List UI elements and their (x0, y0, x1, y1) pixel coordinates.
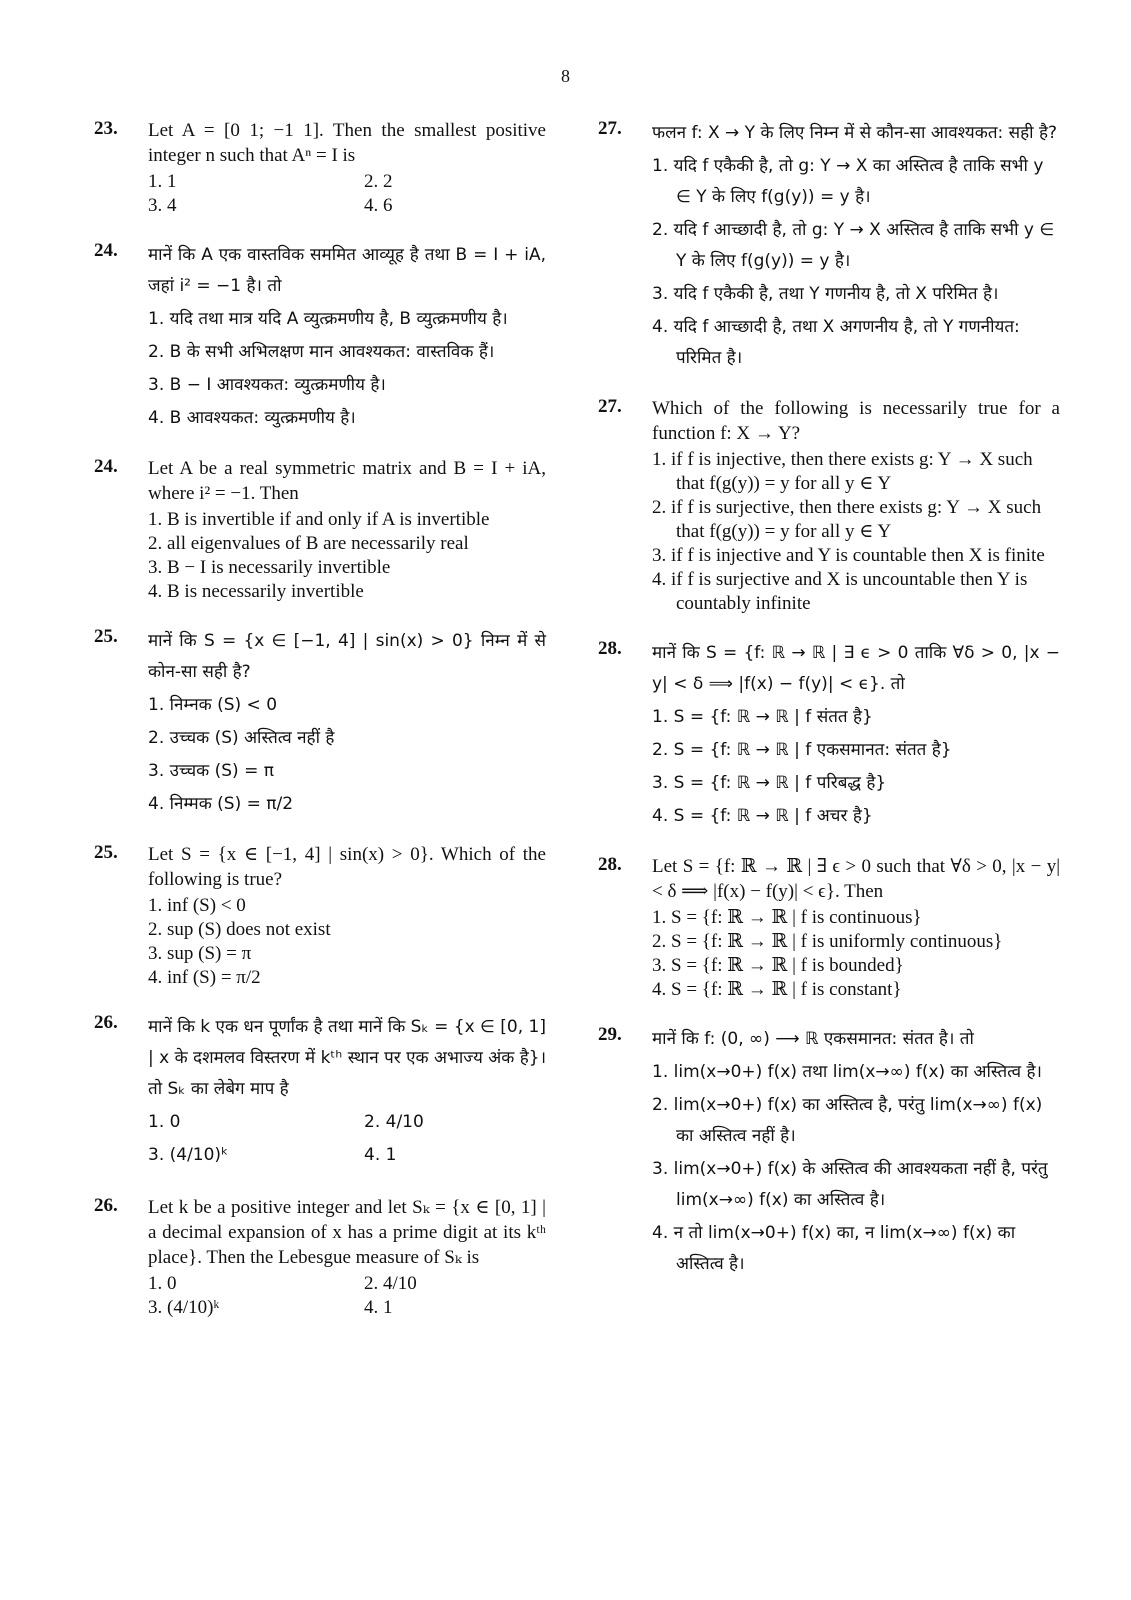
question-number: 27. (598, 396, 622, 417)
question-29-hi (598, 1024, 1060, 1280)
question-stem: Let S = {f: ℝ → ℝ | ∃ ϵ > 0 such that ∀δ > 0, |x − y| < δ ⟹ |f(x) − f(y)| < ϵ}. Then (652, 856, 1060, 902)
option-4: 4. B आवश्यकत: व्युत्क्रमणीय है। (148, 408, 356, 428)
option-1: 1. if f is injective, then there exists g: Y → X such that f(g(y)) = y for all y ∈ Y (652, 449, 1033, 494)
question-25-hi (94, 626, 546, 820)
question-28-en (598, 854, 1060, 1002)
question-26-hi (94, 1012, 546, 1173)
question-27-hi (598, 118, 1060, 374)
question-number: 24. (94, 240, 118, 261)
question-stem: Which of the following is necessarily true for a function f: X → Y? (652, 398, 1060, 444)
option-1: 1. S = {f: ℝ → ℝ | f is continuous} (652, 907, 922, 928)
options-list (148, 1107, 546, 1173)
question-number: 28. (598, 854, 622, 875)
option-3: 3. S = {f: ℝ → ℝ | f is bounded} (652, 955, 904, 976)
option-1: 1. 0 (148, 1112, 181, 1132)
option-3: 3. B − I is necessarily invertible (148, 557, 391, 578)
question-25-en (94, 842, 546, 990)
options-list (148, 690, 546, 820)
question-number: 27. (598, 118, 622, 139)
question-stem: मानें कि A एक वास्तविक सममित आव्यूह है तथा B = I + iA, जहां i² = −1 है। तो (148, 245, 546, 296)
option-1: 1. 0 (148, 1273, 177, 1294)
option-4: 4. if f is surjective and X is uncountable then Y is countably infinite (652, 569, 1028, 614)
question-stem: Let k be a positive integer and let Sₖ = {x ∈ [0, 1] | a decimal expansion of x has a prime digit at its kᵗʰ place}. Then the Lebesgue measure of Sₖ is (148, 1197, 546, 1268)
options-list (652, 702, 1060, 832)
left-column (94, 118, 546, 1342)
option-1: 1. lim(x→0+) f(x) तथा lim(x→∞) f(x) का अस्तित्व है। (652, 1062, 1042, 1082)
option-2: 2. sup (S) does not exist (148, 919, 331, 940)
question-stem: मानें कि f: (0, ∞) ⟶ ℝ एकसमानत: संतत है। तो (652, 1029, 974, 1049)
option-1: 1. inf (S) < 0 (148, 895, 246, 916)
question-number: 29. (598, 1024, 622, 1045)
option-3: 3. sup (S) = π (148, 943, 252, 964)
option-2: 2. 4/10 (364, 1273, 417, 1294)
option-2: 2. उच्चक (S) अस्तित्व नहीं है (148, 728, 335, 748)
option-4: 4. 1 (364, 1145, 397, 1165)
option-2: 2. S = {f: ℝ → ℝ | f is uniformly continuous} (652, 931, 1003, 952)
option-4: 4. S = {f: ℝ → ℝ | f अचर है} (652, 806, 873, 826)
question-24-hi (94, 240, 546, 434)
page-number: 8 (561, 66, 570, 86)
option-3: 3. S = {f: ℝ → ℝ | f परिबद्ध है} (652, 773, 887, 793)
option-4: 4. निम्मक (S) = π/2 (148, 794, 294, 814)
options-list (652, 151, 1060, 374)
option-2: 2. if f is surjective, then there exists g: Y → X such that f(g(y)) = y for all y ∈ Y (652, 497, 1042, 542)
option-4: 4. यदि f आच्छादी है, तथा X अगणनीय है, तो Y गणनीयत: परिमित है। (652, 317, 1020, 368)
option-1: 1. यदि तथा मात्र यदि A व्युत्क्रमणीय है, B व्युत्क्रमणीय है। (148, 309, 508, 329)
option-1: 1. 1 (148, 171, 177, 192)
question-28-hi (598, 638, 1060, 832)
option-3: 3. 4 (148, 195, 177, 216)
option-1: 1. S = {f: ℝ → ℝ | f संतत है} (652, 707, 873, 727)
question-number: 28. (598, 638, 622, 659)
options-list (652, 906, 1060, 1002)
options-list (148, 170, 546, 218)
option-4: 4. B is necessarily invertible (148, 581, 364, 602)
question-stem: Let A be a real symmetric matrix and B = I + iA, where i² = −1. Then (148, 458, 546, 504)
option-3: 3. if f is injective and Y is countable then X is finite (652, 545, 1045, 566)
question-number: 24. (94, 456, 118, 477)
option-2: 2. 4/10 (364, 1112, 424, 1132)
option-1: 1. B is invertible if and only if A is invertible (148, 509, 490, 530)
question-24-en (94, 456, 546, 604)
question-stem: Let S = {x ∈ [−1, 4] | sin(x) > 0}. Which of the following is true? (148, 844, 546, 890)
options-list (148, 508, 546, 604)
question-stem: मानें कि k एक धन पूर्णांक है तथा मानें कि Sₖ = {x ∈ [0, 1] | x के दशमलव विस्तरण में kᵗʰ स्थान पर एक अभाज्य अंक है}। तो Sₖ का लेबेग माप है (148, 1017, 547, 1099)
option-2: 2. 2 (364, 171, 393, 192)
option-3: 3. lim(x→0+) f(x) के अस्तित्व की आवश्यकता नहीं है, परंतु lim(x→∞) f(x) का अस्तित्व है। (652, 1159, 1048, 1210)
option-2: 2. B के सभी अभिलक्षण मान आवश्यकत: वास्तविक हैं। (148, 342, 495, 362)
question-number: 25. (94, 842, 118, 863)
question-number: 26. (94, 1012, 118, 1033)
option-4: 4. S = {f: ℝ → ℝ | f is constant} (652, 979, 902, 1000)
question-number: 23. (94, 118, 118, 139)
options-list (148, 894, 546, 990)
question-stem: मानें कि S = {f: ℝ → ℝ | ∃ ϵ > 0 ताकि ∀δ > 0, |x − y| < δ ⟹ |f(x) − f(y)| < ϵ}. तो (652, 643, 1060, 694)
option-2: 2. यदि f आच्छादी है, तो g: Y → X अस्तित्व है ताकि सभी y ∈ Y के लिए f(g(y)) = y है। (652, 220, 1055, 271)
options-list (652, 448, 1060, 616)
option-1: 1. यदि f एकैकी है, तो g: Y → X का अस्तित्व है ताकि सभी y ∈ Y के लिए f(g(y)) = y है। (652, 156, 1044, 207)
option-3: 3. (4/10)ᵏ (148, 1297, 220, 1318)
option-4: 4. 1 (364, 1297, 393, 1318)
option-4: 4. 6 (364, 195, 393, 216)
question-23-en (94, 118, 546, 218)
option-2: 2. S = {f: ℝ → ℝ | f एकसमानत: संतत है} (652, 740, 952, 760)
option-3: 3. उच्चक (S) = π (148, 761, 274, 781)
question-stem: Let A = [0 1; −1 1]. Then the smallest positive integer n such that Aⁿ = I is (148, 120, 546, 166)
right-column (598, 118, 1060, 1302)
question-number: 25. (94, 626, 118, 647)
option-1: 1. निम्नक (S) < 0 (148, 695, 278, 715)
options-list (148, 304, 546, 434)
question-stem: फलन f: X → Y के लिए निम्न में से कौन-सा आवश्यकत: सही है? (652, 123, 1058, 143)
question-27-en (598, 396, 1060, 616)
options-list (148, 1272, 546, 1320)
question-number: 26. (94, 1195, 118, 1216)
option-3: 3. B − I आवश्यकत: व्युत्क्रमणीय है। (148, 375, 386, 395)
question-26-en (94, 1195, 546, 1320)
option-2: 2. lim(x→0+) f(x) का अस्तित्व है, परंतु lim(x→∞) f(x) का अस्तित्व नहीं है। (652, 1095, 1043, 1146)
option-4: 4. न तो lim(x→0+) f(x) का, न lim(x→∞) f(x) का अस्तित्व है। (652, 1223, 1016, 1274)
option-4: 4. inf (S) = π/2 (148, 967, 261, 988)
option-2: 2. all eigenvalues of B are necessarily real (148, 533, 469, 554)
question-stem: मानें कि S = {x ∈ [−1, 4] | sin(x) > 0} निम्न में से कोन-सा सही है? (148, 631, 546, 682)
option-3: 3. (4/10)ᵏ (148, 1145, 229, 1165)
option-3: 3. यदि f एकैकी है, तथा Y गणनीय है, तो X परिमित है। (652, 284, 999, 304)
options-list (652, 1057, 1060, 1280)
